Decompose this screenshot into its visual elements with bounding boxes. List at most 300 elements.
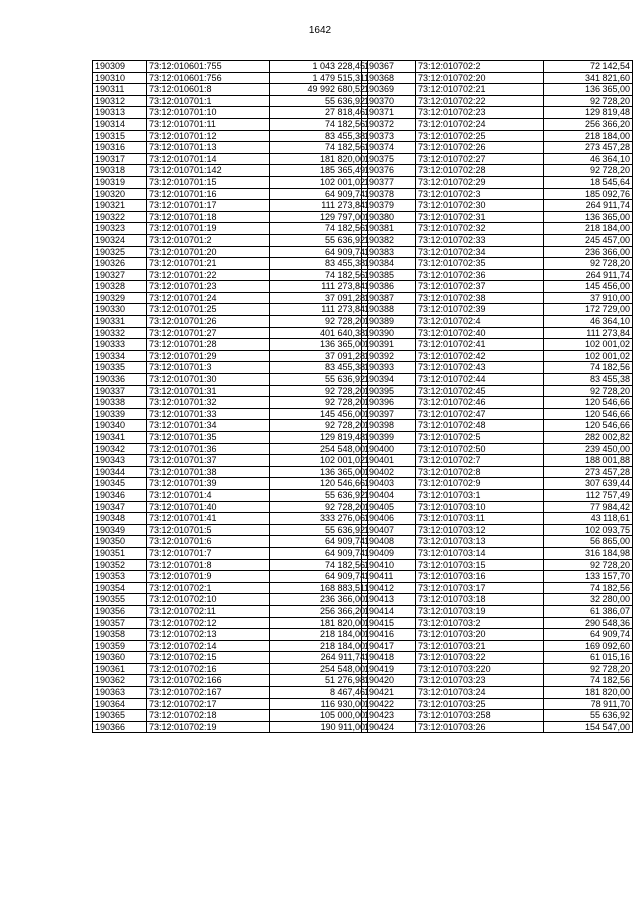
- row-number: 190311: [93, 84, 147, 96]
- table-row: [362, 547, 633, 559]
- cadastral-value: 55 636,92: [270, 524, 368, 536]
- table-row: [362, 72, 633, 84]
- cadastral-number: 73:12:010702:40: [416, 327, 544, 339]
- cadastral-number: 73:12:010701:40: [147, 501, 270, 513]
- table-row: [362, 176, 633, 188]
- table-row: [362, 327, 633, 339]
- table-row: [362, 408, 633, 420]
- row-number: 190339: [93, 408, 147, 420]
- table-row: [93, 200, 368, 212]
- cadastral-number: 73:12:010703:10: [416, 501, 544, 513]
- cadastral-number: 73:12:010702:3: [416, 188, 544, 200]
- cadastral-value: 236 366,00: [544, 246, 633, 258]
- row-number: 190338: [93, 397, 147, 409]
- cadastral-value: 74 182,56: [544, 675, 633, 687]
- cadastral-number: 73:12:010701:11: [147, 118, 270, 130]
- cadastral-value: 92 728,20: [544, 385, 633, 397]
- cadastral-value: 239 450,00: [544, 443, 633, 455]
- cadastral-number: 73:12:010701:37: [147, 455, 270, 467]
- row-number: 190315: [93, 130, 147, 142]
- cadastral-number: 73:12:010701:35: [147, 432, 270, 444]
- row-number: 190309: [93, 61, 147, 73]
- cadastral-number: 73:12:010701:7: [147, 547, 270, 559]
- cadastral-number: 73:12:010701:20: [147, 246, 270, 258]
- table-row: [362, 675, 633, 687]
- cadastral-value: 74 182,56: [270, 223, 368, 235]
- table-row: [93, 397, 368, 409]
- cadastral-value: 55 636,92: [544, 710, 633, 722]
- cadastral-value: 46 364,10: [544, 316, 633, 328]
- table-row: [93, 710, 368, 722]
- cadastral-number: 73:12:010701:29: [147, 350, 270, 362]
- table-row: [93, 339, 368, 351]
- table-row: [93, 176, 368, 188]
- cadastral-value: 83 455,38: [544, 374, 633, 386]
- table-row: [93, 663, 368, 675]
- cadastral-number: 73:12:010702:25: [416, 130, 544, 142]
- cadastral-value: 72 142,54: [544, 61, 633, 73]
- row-number: 190379: [362, 200, 416, 212]
- row-number: 190376: [362, 165, 416, 177]
- row-number: 190344: [93, 466, 147, 478]
- cadastral-number: 73:12:010702:47: [416, 408, 544, 420]
- cadastral-number: 73:12:010703:23: [416, 675, 544, 687]
- cadastral-value: 273 457,28: [544, 142, 633, 154]
- cadastral-number: 73:12:010701:17: [147, 200, 270, 212]
- row-number: 190389: [362, 316, 416, 328]
- table-row: [362, 617, 633, 629]
- table-row: [362, 84, 633, 96]
- cadastral-value: 92 728,20: [270, 501, 368, 513]
- cadastral-value: 64 909,74: [544, 629, 633, 641]
- table-row: [362, 455, 633, 467]
- cadastral-number: 73:12:010703:20: [416, 629, 544, 641]
- row-number: 190412: [362, 582, 416, 594]
- table-row: [362, 223, 633, 235]
- row-number: 190320: [93, 188, 147, 200]
- table-row: [93, 72, 368, 84]
- cadastral-value: 61 015,16: [544, 652, 633, 664]
- cadastral-number: 73:12:010701:9: [147, 571, 270, 583]
- cadastral-value: 185 365,49: [270, 165, 368, 177]
- table-row: [362, 582, 633, 594]
- cadastral-value: 51 276,98: [270, 675, 368, 687]
- cadastral-value: 245 457,00: [544, 234, 633, 246]
- cadastral-value: 307 639,44: [544, 478, 633, 490]
- cadastral-number: 73:12:010702:12: [147, 617, 270, 629]
- cadastral-number: 73:12:010702:36: [416, 269, 544, 281]
- cadastral-number: 73:12:010702:32: [416, 223, 544, 235]
- table-row: [362, 362, 633, 374]
- table-row: [93, 478, 368, 490]
- table-row: [93, 304, 368, 316]
- table-row: [93, 547, 368, 559]
- cadastral-value: 316 184,98: [544, 547, 633, 559]
- row-number: 190346: [93, 489, 147, 501]
- row-number: 190397: [362, 408, 416, 420]
- cadastral-number: 73:12:010701:26: [147, 316, 270, 328]
- cadastral-number: 73:12:010703:21: [416, 640, 544, 652]
- cadastral-number: 73:12:010701:15: [147, 176, 270, 188]
- cadastral-number: 73:12:010703:13: [416, 536, 544, 548]
- cadastral-value: 55 636,92: [270, 95, 368, 107]
- cadastral-value: 172 729,00: [544, 304, 633, 316]
- cadastral-value: 136 365,00: [270, 466, 368, 478]
- row-number: 190355: [93, 594, 147, 606]
- table-row: [93, 350, 368, 362]
- row-number: 190372: [362, 118, 416, 130]
- cadastral-value: 92 728,20: [544, 663, 633, 675]
- cadastral-number: 73:12:010701:8: [147, 559, 270, 571]
- cadastral-number: 73:12:010701:30: [147, 374, 270, 386]
- cadastral-number: 73:12:010702:45: [416, 385, 544, 397]
- row-number: 190403: [362, 478, 416, 490]
- cadastral-value: 290 548,36: [544, 617, 633, 629]
- table-row: [93, 489, 368, 501]
- table-row: [362, 200, 633, 212]
- cadastral-value: 145 456,00: [270, 408, 368, 420]
- row-number: 190398: [362, 420, 416, 432]
- table-row: [93, 95, 368, 107]
- table-row: [362, 234, 633, 246]
- cadastral-value: 181 820,00: [270, 617, 368, 629]
- row-number: 190369: [362, 84, 416, 96]
- row-number: 190347: [93, 501, 147, 513]
- row-number: 190422: [362, 698, 416, 710]
- cadastral-value: 1 479 515,31: [270, 72, 368, 84]
- cadastral-number: 73:12:010702:39: [416, 304, 544, 316]
- cadastral-number: 73:12:010702:166: [147, 675, 270, 687]
- cadastral-value: 55 636,92: [270, 234, 368, 246]
- row-number: 190351: [93, 547, 147, 559]
- cadastral-number: 73:12:010701:16: [147, 188, 270, 200]
- cadastral-number: 73:12:010702:43: [416, 362, 544, 374]
- cadastral-value: 18 545,64: [544, 176, 633, 188]
- cadastral-value: 185 092,76: [544, 188, 633, 200]
- cadastral-value: 92 728,20: [544, 95, 633, 107]
- table-row: [93, 153, 368, 165]
- table-row: [93, 374, 368, 386]
- row-number: 190414: [362, 605, 416, 617]
- table-row: [93, 188, 368, 200]
- cadastral-number: 73:12:010701:5: [147, 524, 270, 536]
- cadastral-value: 111 273,84: [270, 281, 368, 293]
- table-row: [362, 466, 633, 478]
- cadastral-number: 73:12:010702:28: [416, 165, 544, 177]
- row-number: 190337: [93, 385, 147, 397]
- row-number: 190371: [362, 107, 416, 119]
- row-number: 190316: [93, 142, 147, 154]
- table-row: [93, 582, 368, 594]
- cadastral-value: 74 182,56: [270, 142, 368, 154]
- cadastral-value: 111 273,84: [270, 304, 368, 316]
- table-row: [93, 675, 368, 687]
- row-number: 190382: [362, 234, 416, 246]
- cadastral-value: 120 546,66: [544, 408, 633, 420]
- cadastral-value: 190 911,00: [270, 721, 368, 733]
- cadastral-value: 218 184,00: [270, 629, 368, 641]
- cadastral-value: 8 467,46: [270, 687, 368, 699]
- table-row: [362, 501, 633, 513]
- cadastral-number: 73:12:010701:38: [147, 466, 270, 478]
- cadastral-number: 73:12:010702:44: [416, 374, 544, 386]
- row-number: 190310: [93, 72, 147, 84]
- cadastral-number: 73:12:010702:17: [147, 698, 270, 710]
- cadastral-value: 264 911,74: [270, 652, 368, 664]
- cadastral-value: 254 548,00: [270, 663, 368, 675]
- cadastral-number: 73:12:010701:3: [147, 362, 270, 374]
- table-row: [362, 142, 633, 154]
- cadastral-value: 236 366,00: [270, 594, 368, 606]
- table-row: [362, 605, 633, 617]
- table-row: [362, 420, 633, 432]
- cadastral-value: 92 728,20: [270, 397, 368, 409]
- row-number: 190328: [93, 281, 147, 293]
- row-number: 190352: [93, 559, 147, 571]
- cadastral-value: 188 001,88: [544, 455, 633, 467]
- row-number: 190340: [93, 420, 147, 432]
- table-row: [362, 246, 633, 258]
- cadastral-number: 73:12:010601:755: [147, 61, 270, 73]
- cadastral-value: 1 043 228,45: [270, 61, 368, 73]
- cadastral-number: 73:12:010702:18: [147, 710, 270, 722]
- cadastral-value: 116 930,00: [270, 698, 368, 710]
- table-row: [93, 524, 368, 536]
- cadastral-value: 136 365,00: [544, 84, 633, 96]
- cadastral-value: 55 636,92: [270, 374, 368, 386]
- cadastral-value: 32 280,00: [544, 594, 633, 606]
- cadastral-number: 73:12:010701:32: [147, 397, 270, 409]
- cadastral-number: 73:12:010702:48: [416, 420, 544, 432]
- row-number: 190406: [362, 513, 416, 525]
- table-row: [362, 721, 633, 733]
- row-number: 190424: [362, 721, 416, 733]
- cadastral-number: 73:12:010703:24: [416, 687, 544, 699]
- row-number: 190327: [93, 269, 147, 281]
- table-row: [362, 594, 633, 606]
- cadastral-value: 49 992 680,52: [270, 84, 368, 96]
- row-number: 190360: [93, 652, 147, 664]
- row-number: 190358: [93, 629, 147, 641]
- table-row: [362, 165, 633, 177]
- row-number: 190367: [362, 61, 416, 73]
- cadastral-value: 218 184,00: [544, 130, 633, 142]
- table-row: [93, 107, 368, 119]
- cadastral-value: 74 182,56: [544, 582, 633, 594]
- cadastral-number: 73:12:010702:9: [416, 478, 544, 490]
- cadastral-number: 73:12:010702:46: [416, 397, 544, 409]
- cadastral-value: 37 091,28: [270, 292, 368, 304]
- table-row: [362, 292, 633, 304]
- cadastral-number: 73:12:010701:27: [147, 327, 270, 339]
- cadastral-number: 73:12:010703:258: [416, 710, 544, 722]
- cadastral-number: 73:12:010703:14: [416, 547, 544, 559]
- table-row: [362, 95, 633, 107]
- cadastral-value: 92 728,20: [270, 420, 368, 432]
- cadastral-number: 73:12:010702:4: [416, 316, 544, 328]
- cadastral-value: 181 820,00: [544, 687, 633, 699]
- table-row: [93, 594, 368, 606]
- row-number: 190342: [93, 443, 147, 455]
- cadastral-number: 73:12:010703:17: [416, 582, 544, 594]
- cadastral-number: 73:12:010701:34: [147, 420, 270, 432]
- row-number: 190375: [362, 153, 416, 165]
- table-row: [93, 513, 368, 525]
- row-number: 190409: [362, 547, 416, 559]
- cadastral-value: 129 819,48: [544, 107, 633, 119]
- cadastral-number: 73:12:010701:1: [147, 95, 270, 107]
- cadastral-number: 73:12:010701:28: [147, 339, 270, 351]
- table-row: [93, 130, 368, 142]
- table-row: [93, 443, 368, 455]
- row-number: 190364: [93, 698, 147, 710]
- cadastral-number: 73:12:010702:38: [416, 292, 544, 304]
- cadastral-value: 92 728,20: [544, 258, 633, 270]
- cadastral-value: 105 000,00: [270, 710, 368, 722]
- row-number: 190363: [93, 687, 147, 699]
- row-number: 190421: [362, 687, 416, 699]
- cadastral-number: 73:12:010702:16: [147, 663, 270, 675]
- cadastral-number: 73:12:010701:31: [147, 385, 270, 397]
- table-row: [362, 374, 633, 386]
- cadastral-number: 73:12:010702:1: [147, 582, 270, 594]
- table-row: [362, 652, 633, 664]
- cadastral-number: 73:12:010702:42: [416, 350, 544, 362]
- cadastral-number: 73:12:010702:2: [416, 61, 544, 73]
- table-row: [362, 629, 633, 641]
- table-row: [362, 489, 633, 501]
- table-row: [362, 339, 633, 351]
- table-row: [93, 629, 368, 641]
- table-row: [362, 640, 633, 652]
- cadastral-value: 64 909,74: [270, 571, 368, 583]
- cadastral-value: 74 182,56: [270, 559, 368, 571]
- cadastral-number: 73:12:010702:13: [147, 629, 270, 641]
- cadastral-value: 43 118,61: [544, 513, 633, 525]
- cadastral-value: 102 093,75: [544, 524, 633, 536]
- table-row: [93, 640, 368, 652]
- cadastral-number: 73:12:010701:142: [147, 165, 270, 177]
- cadastral-value: 218 184,00: [270, 640, 368, 652]
- table-row: [362, 571, 633, 583]
- cadastral-value: 83 455,38: [270, 130, 368, 142]
- cadastral-value: 64 909,74: [270, 536, 368, 548]
- table-row: [93, 118, 368, 130]
- row-number: 190415: [362, 617, 416, 629]
- table-row: [93, 721, 368, 733]
- row-number: 190394: [362, 374, 416, 386]
- table-row: [362, 513, 633, 525]
- row-number: 190416: [362, 629, 416, 641]
- row-number: 190365: [93, 710, 147, 722]
- cadastral-value: 136 365,00: [270, 339, 368, 351]
- cadastral-number: 73:12:010701:18: [147, 211, 270, 223]
- cadastral-number: 73:12:010701:21: [147, 258, 270, 270]
- cadastral-number: 73:12:010701:6: [147, 536, 270, 548]
- row-number: 190343: [93, 455, 147, 467]
- table-row: [93, 617, 368, 629]
- table-row: [362, 258, 633, 270]
- row-number: 190313: [93, 107, 147, 119]
- cadastral-value: 111 273,84: [544, 327, 633, 339]
- cadastral-value: 181 820,00: [270, 153, 368, 165]
- cadastral-number: 73:12:010702:19: [147, 721, 270, 733]
- table-row: [93, 432, 368, 444]
- table-row: [362, 397, 633, 409]
- table-row: [362, 118, 633, 130]
- row-number: 190374: [362, 142, 416, 154]
- table-row: [93, 246, 368, 258]
- cadastral-number: 73:12:010702:20: [416, 72, 544, 84]
- row-number: 190419: [362, 663, 416, 675]
- row-number: 190336: [93, 374, 147, 386]
- cadastral-number: 73:12:010702:15: [147, 652, 270, 664]
- row-number: 190396: [362, 397, 416, 409]
- cadastral-value: 154 547,00: [544, 721, 633, 733]
- table-row: [362, 211, 633, 223]
- row-number: 190407: [362, 524, 416, 536]
- cadastral-number: 73:12:010702:33: [416, 234, 544, 246]
- table-row: [93, 571, 368, 583]
- cadastral-number: 73:12:010702:41: [416, 339, 544, 351]
- cadastral-value: 129 819,48: [270, 432, 368, 444]
- cadastral-number: 73:12:010703:2: [416, 617, 544, 629]
- row-number: 190329: [93, 292, 147, 304]
- cadastral-number: 73:12:010702:14: [147, 640, 270, 652]
- table-row: [93, 258, 368, 270]
- table-row: [362, 478, 633, 490]
- row-number: 190405: [362, 501, 416, 513]
- table-row: [362, 536, 633, 548]
- cadastral-number: 73:12:010703:12: [416, 524, 544, 536]
- row-number: 190349: [93, 524, 147, 536]
- row-number: 190325: [93, 246, 147, 258]
- table-row: [362, 304, 633, 316]
- cadastral-value: 133 157,70: [544, 571, 633, 583]
- cadastral-number: 73:12:010701:13: [147, 142, 270, 154]
- row-number: 190314: [93, 118, 147, 130]
- row-number: 190381: [362, 223, 416, 235]
- cadastral-value: 56 865,00: [544, 536, 633, 548]
- row-number: 190390: [362, 327, 416, 339]
- row-number: 190332: [93, 327, 147, 339]
- row-number: 190380: [362, 211, 416, 223]
- cadastral-value: 55 636,92: [270, 489, 368, 501]
- row-number: 190423: [362, 710, 416, 722]
- cadastral-number: 73:12:010703:19: [416, 605, 544, 617]
- cadastral-number: 73:12:010702:27: [416, 153, 544, 165]
- row-number: 190378: [362, 188, 416, 200]
- row-number: 190377: [362, 176, 416, 188]
- cadastral-number: 73:12:010702:5: [416, 432, 544, 444]
- cadastral-number: 73:12:010703:15: [416, 559, 544, 571]
- row-number: 190401: [362, 455, 416, 467]
- cadastral-number: 73:12:010702:10: [147, 594, 270, 606]
- cadastral-number: 73:12:010701:25: [147, 304, 270, 316]
- table-row: [93, 652, 368, 664]
- table-row: [93, 408, 368, 420]
- row-number: 190399: [362, 432, 416, 444]
- row-number: 190353: [93, 571, 147, 583]
- row-number: 190357: [93, 617, 147, 629]
- cadastral-value: 169 092,60: [544, 640, 633, 652]
- cadastral-value: 341 821,60: [544, 72, 633, 84]
- table-row: [93, 466, 368, 478]
- row-number: 190391: [362, 339, 416, 351]
- table-row: [93, 455, 368, 467]
- cadastral-value: 37 910,00: [544, 292, 633, 304]
- cadastral-number: 73:12:010702:31: [416, 211, 544, 223]
